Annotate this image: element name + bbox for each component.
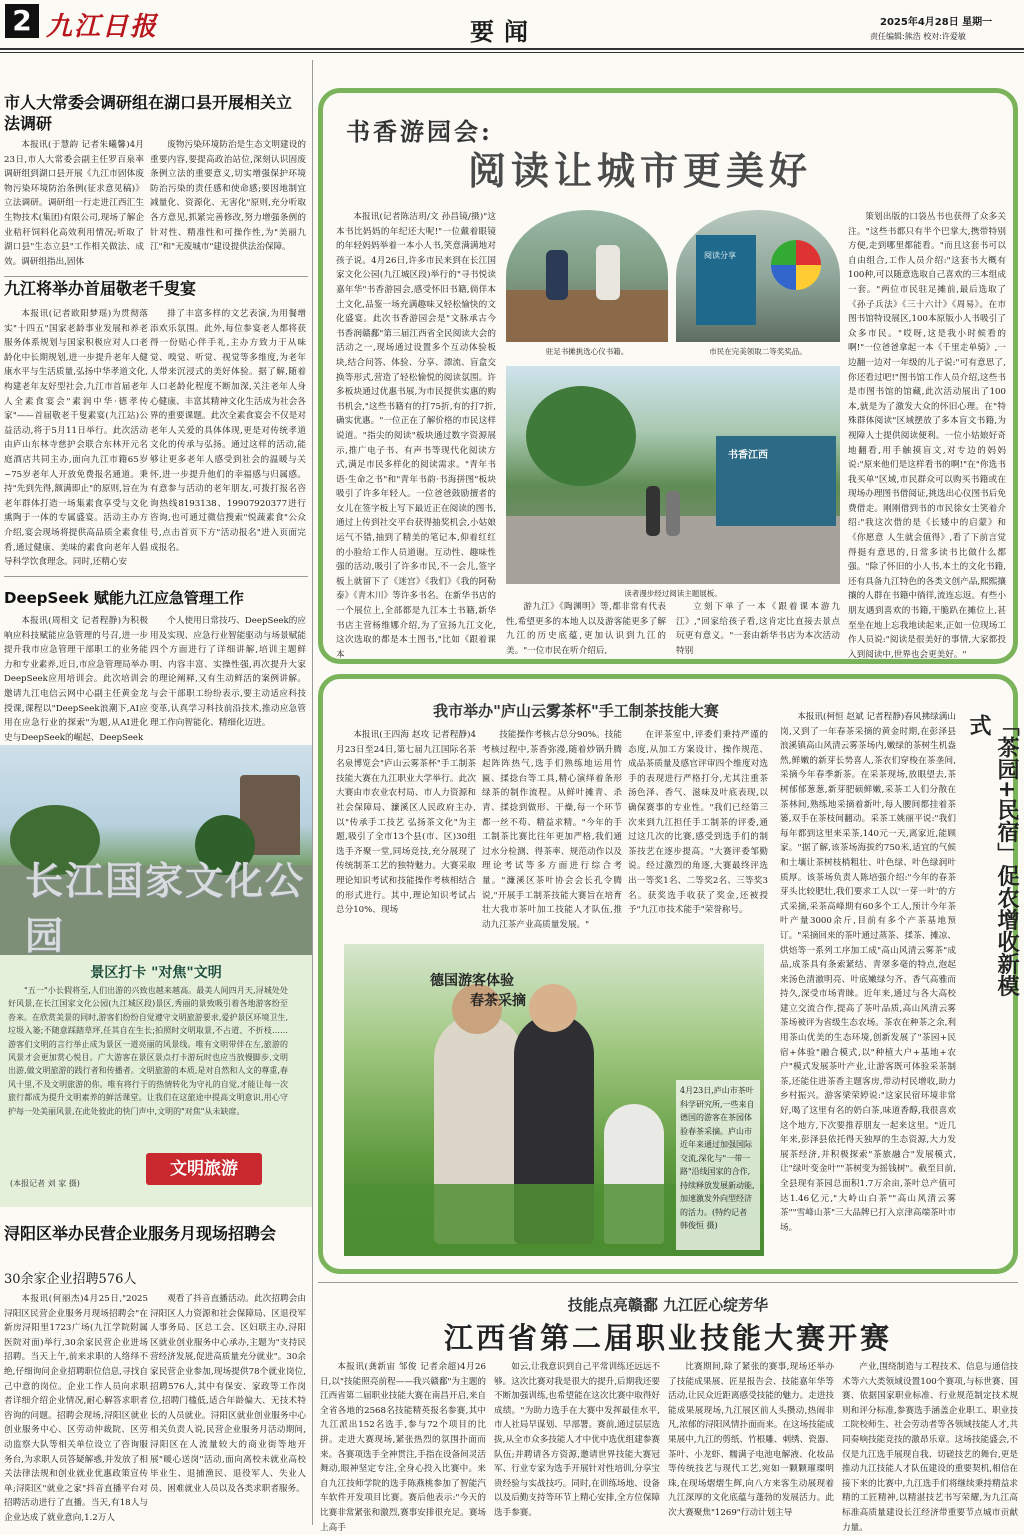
divider xyxy=(4,576,308,577)
tea-article-col1: 本报讯(王四海 赵攻 记者程静)4月23日至24日,第七届九江国际名茶名泉博览会"庐山云雾茶杯"手工制茶技能大赛在九江职业大学举行。此次大赛由市农业农村局、市人力资源和社会保障局、濂溪区人民政府主办,以"传承手工技艺 弘扬茶文化"为主题,吸引了全市13个县(市、区)30组选手齐聚一堂,同场竞技,充分展现了传统制茶工艺的独特魅力。大赛采取理论知识考试和技能操作考核相结合的形式进行。其中,理论知识考试占总分10%、现场 xyxy=(336,730,476,916)
prize-wheel xyxy=(771,240,821,290)
headline-tea-homestay: 「茶园+民宿」促农增收新模式 xyxy=(966,714,1019,997)
tea-photo-caption: 4月23日,庐山市茶叶科学研究所,一些来自德国的游客在茶园体验春茶采摘。庐山市近年来通过加强国际交流,深化与"一带一路"沿线国家的合作,持续释放发展新动能,加速激发外向型经济的活力。(特约记者 韩俊恒 摄) xyxy=(676,1080,760,1250)
article-scenic-spot: "五一"小长假将至,人们出游的兴致也越来越高。最美人间四月天,浔城处处好风景,在长江国家文化公园(九江城区段)景区,秀丽的景致吸引着各地游客纷至沓来。在欣赏美景的同时,游客们纷纷自觉遵守文明旅游要求,爱护景区环境卫生,垃圾入篓;不随意踩踏草坪,任其自在生长;拍照时文明取景,不占道、不折枝……游客们文明的言行举止成为景区一道亮丽的风景线。唯有文明带伴在左,旅游的风景才会更加赏心悦目。广大游客在景区景点打卡游玩时也应当放慢脚步,文明出游,做文明旅游的践行者和传播者。文明旅游的本质,是对自然和人文的尊重,春风十里,不及文明旅游的你。唯有将行于的热情转化为守礼的自觉,才能让每一次旅行都成为提升文明素养的鲜活课堂。让我们在这旅途中提高文明意识,用心守护每一处美丽风景,在此处彼此的快门声中,文明的"对焦"从未缺席。 xyxy=(8,986,288,1116)
divider xyxy=(4,276,308,277)
photo-byline: (本报记者 刘 家 摄) xyxy=(10,1179,80,1188)
article-legislation-col1: 本报讯(于慧韵 记者朱曦馨)4月23日,市人大常委会副主任罗百泉率调研组到湖口县开展《九江市固体废物污染环境防治条例(征求意见稿)》立法调研。调研组一行走进江西汇生生物技术(集团)有限公司,现场了解企业秸秆饲料化高效利用情况;听取了湖口县"生态立县"工作相关做法、成效。调研组指出,固体 xyxy=(4,140,144,267)
article-job-fair-col2: 观看了抖音直播活动。此次招聘会由浔阳区人力资源和社会保障局、区退役军人事务局、区总工会、区妇联主办,浔阳区就业创业服务中心承办,主题为"支持民营经济发展,促进高质量充分就业"。30余家民营企业参加,现场提供78个就业岗位,招聘576人,其中有保安、家政等工作岗位,招聘门槛低,适合年龄偏大、无技术特长的人员就业。浔阳区就业创业服务中心相关负责人说,民营企业服务月活动期间,浔阳区在人流量较大的商业街等地开展"暖心送岗"活动,面向离校未就业高校毕业生、退捕渔民、退役军人、失业人员、困难就业人员以及各类求职者服务。 xyxy=(150,1294,306,1494)
photo-caption-1: 驻足书摊挑选心仪书籍。 xyxy=(545,347,629,356)
article-senior-banquet-col1: 本报讯(记者欧阳梦瑶)为贯彻落实"十四五"国家老龄事业发展和养老服务体系规划与国家积极应对人口老龄化中长期规划,进一步提升老年人健康水平与生活质量,弘扬中华孝道文化,构建老年友好型社会,九江市首届老年人全素食宴会"素润中华·德孝传家"——首届敬老千叟素宴(九江站)公益活动,将于5月11日举行。此次活动由庐山东林寺慈护会联合东林开元名庭酒店共同主办,面向九江市籍65岁~75岁老年人开放免费报名通道。秉持"先到先得,额满即止"的原则,旨在为老年群体打造一场集素食享受与文化熏陶于一体的专属盛宴。活动主办方介绍,宴会现场将提供高品质全素食佳肴,通过健康、美味的素食向老年人倡导科学饮食理念。同时,还精心安 xyxy=(4,309,148,568)
headline-deepseek: DeepSeek 赋能九江应急管理工作 xyxy=(4,589,244,607)
photo-caption-3: 读者漫步经过阅读主题展板。 xyxy=(624,589,722,598)
column-divider xyxy=(312,60,313,1525)
masthead-logo: 九江日报 xyxy=(46,12,159,42)
editor-credits: 责任编辑:熊浩 校对:许爱敏 xyxy=(870,32,966,41)
skills-contest-col2: 如云,让我意识到自己平常训练还远远不够。这次比赛对我是很大的提升,后期我还要不断加强训练,也希望能在这次比赛中取得好成绩。"为助力选手在大赛中发挥最佳水平,市人社局早谋划、早部署。赛前,通过层层选拔,从全市众多技能人才中优中选优组建参赛队伍;并聘请各方资源,邀请世界技能大赛冠军、行业专家为选手开展针对性培训,分享宝贵经验与实战技巧。同时,在训练场地、设备以及后勤支持等环节上精心安排,全方位保障选手参赛。 xyxy=(494,1362,661,1518)
booth-sign: 阅读分享 xyxy=(704,251,736,260)
skills-contest-col3: 比赛期间,除了紧张的赛事,现场还举办了技能成果展、匠星报告会、技能嘉年华等活动,让民众近距离感受技能的魅力。走进技能成果展现场,九江展区前人头攒动,热闹非凡,浓郁的浔阳风情扑面而来。在这场技能成果展中,九江的剪纸、竹根雕、刺绣、瓷器、茶叶、小龙虾、糯满子电池电解液、化妆品等传统技艺与现代工艺,宛如一颗颗璀璨明珠,在现场熠熠生辉,向八方来客生动展现着九江深厚的文化底蕴与蓬勃的发展活力。此次大赛聚焦"1269"行动计划主导 xyxy=(668,1362,835,1518)
page-number: 2 xyxy=(5,4,39,38)
tea-homestay-article: 本报讯(柯恒 赵斌 记者程静)春风拂绿满山岗,又到了一年春茶采摘的黄金时期,在彭泽县浪溪镇高山风清云雾茶场内,嫩绿的茶树生机盎然,鲜嫩的新芽长势喜人,茶农们穿梭在茶垄间,采摘今年春季新茶。在采茶现场,放眼望去,茶树郁郁葱葱,新芽肥硕鲜嫩,采茶工人们分散在茶林间,熟练地采摘着新叶,每人腰间都挂着茶篓,双手在茶枝间翻动。采茶工姚丽平说:"我们每年都到这里来采茶,140元一天,离家近,能顾家。"据了解,该茶场海拔约750米,适宜的气候和土壤让茶树枝梢粗壮、叶色绿、叶色绿润叶质厚。该茶场负责人陈培强介绍:"今年的春茶芽头比较肥壮,我们要求工人以'一芽一叶'的方式采摘,采茶高峰期有60多个工人,预计今年茶叶产量3000余斤,目前有多个产茶基地预订。"采摘回来的茶叶通过蒸茶、揉茶、摊凉、烘焙等一系列工序加工成"高山风清云雾茶"成品,成茶具有条索紧结、青翠多毫的特点,泡起来汤色清澈明亮、叶底嫩绿匀齐、香气高雅而持久,深受市场青睐。近年来,通过与各大高校建立交流合作,提高了茶叶品质,高山风清云雾茶场被评为省级生态农场。茶农在种茶之余,利用茶山优美的生态环境,创新发展了"茶园+民宿+体验"融合模式,以"种植大户+基地+农户"模式发展茶叶产业,让游客既可体验采茶制茶,还能住进茶香主题客房,带动村民增收,助力乡村振兴。游客梁荣婷说:"这家民宿环境非常好,喝了这里有名的奶白茶,味道香醇,我很喜欢这个地方,下次要推荐朋友一起来这里。"近几年来,彭泽县依托得天独厚的生态资源,大力发展茶经济,并积极探索"茶旅融合"发展模式,让"绿叶变金叶""茶树变为摇钱树"。截至目前,全县现有茶园总面积1.7万余亩,茶叶总产值可达1.46亿元,"大岭山白茶""高山风清云雾茶""雪峰山茶"三大品牌已打入京津高端茶叶市场。 xyxy=(780,712,956,1233)
headline-scenic-spot: 景区打卡 "对焦"文明 xyxy=(90,965,222,981)
article-legislation-col2: 废物污染环境防治是生态文明建设的重要内容,要提高政治站位,深刻认识固废条例立法的重要意义,切实增强保护环境防治污染的责任感和使命感;要因地制宜减量化、资源化、无害化"原则,充分听取各方意见,抓紧完善修改,努力增强条例的针对性、精准性和可操作性,为"美丽九江"和"无废城市"建设提供法治保障。 xyxy=(150,140,306,253)
tea-article-col3: 在评茶室中,评委们秉持严谨的态度,从加工方案设计、操作规范、成品茶质量及感官评审四个维度对选手的表现进行严格打分,尤其注重茶汤色泽、香气、滋味及叶底表现,以确保赛事的专业性。"我们已经第三次来到九江担任手工制茶的评委,通过这几次的比赛,感受到选手们的制茶技艺在逐步提高。"大赛评委邹勤说。经过激烈的角逐,大赛最终评选出一等奖1名、二等奖2名、三等奖3名。获奖选手收获了奖金,还被授予"九江市技术能手"荣誉称号。 xyxy=(628,730,768,916)
feature-kicker: 书香游园会: xyxy=(346,117,493,146)
feature-article-col1: 本报讯(记者陈洁玥/文 孙昌镜/摄)"这本书比妈妈的年纪还大呢!"一位戴着眼镜的年轻妈妈举着一本小人书,笑意满满地对孩子说。4月26日,许多市民来到在长江国家文化公园(九江城区段)举行的"寻书悦读嘉年华"书香游园会,感受怀旧书籍,倘佯本土文化,品鉴一场充满趣味又轻松愉快的文化盛宴。此次书香游园会是"文脉承古今 书香润赣鄱"第三届江西省全民阅读大会的活动之一,现场通过设置多个互动体验板块,结合问答、体验、分享、漂流、盲盒交换等形式,营造了轻松愉悦的阅读氛围。许多板块通过优惠书展,为市民提供实惠的购书机会,"这些书籍有的打75折,有的打7折,确实优惠。"一位正在了解价格的市民这样说道。"指尖的阅读"板块通过数字资源展示,推广电子书、有声书等现代化阅读方式,满足市民多样化的阅读需求。"青年书语·生命之书"和"青年书韵·书海拼图"板块吸引了许多年轻人。一位爸爸鼓励擅者的女儿在签字板上写下最近正在阅读的图书,通过上传到社交平台获得抽奖机会,小姑娘运气不错,抽到了精美的笔记本,仰着红红的小脸给工作人员道谢。互动性、趣味性强的活动,吸引了许多市民,不一会儿,签字板上就留下了《迷宫》《我们》《我的阿勒泰》《青木川》等许多书名。在新华书店的一个展位上,全部都是九江本土书籍,新华书店主营杨维娜介绍,为了宣扬九江文化,这次选取的都是本土图书,"比如《跟着课本 xyxy=(336,212,496,660)
prize-booth-photo xyxy=(676,210,840,342)
feature-article-col2: 游九江》《陶渊明》等,都非常有代表性,希望更多的本地人以及游客能更多了解九江的历史底蕴,更加认识到九江的美。"一位市民在听介绍后, xyxy=(506,602,666,656)
exhibit-banner: 书香江西 xyxy=(728,450,768,461)
book-stall-photo xyxy=(506,210,668,342)
bottom-headline: 江西省第二届职业技能大赛开赛 xyxy=(443,1321,892,1355)
headline-job-fair: 浔阳区举办民营企业服务月现场招聘会 xyxy=(4,1224,277,1243)
civilized-tourism-badge: 文明旅游 xyxy=(146,1153,262,1185)
section-title: 要闻 xyxy=(470,17,538,46)
tea-article-col2: 技能操作考核占总分90%。技能考核过程中,茶香弥漫,随着炒锅升腾起阵阵热气,选手们熟练地运用竹匾、揉捻台等工具,精心演绎着条形绿茶的制作流程。从鲜叶摊青、杀青、揉捻到做形、干燥,每一个环节都一丝不苟、精益求精。"今年的手工制茶比赛比往年更加严格,我们通过水分检测、得茶率、规范动作以及理论考试等多方面进行综合考量。"濂溪区茶叶协会会长孔令腾说,"开展手工制茶技能大赛旨在培育壮大我市茶叶加工技能人才队伍,推动九江茶产业高质量发展。" xyxy=(482,730,622,930)
photo-title-line2: 春茶采摘 xyxy=(470,993,526,1009)
article-job-fair-col1: 本报讯(何丽杰)4月25日,"2025浔阳区民营企业服务月现场招聘会"在新房浔阳里1723广场(九江学院附属医院对面)举行,30余家民营企业进场招聘。当天上午,前来求职的人络绎不绝,仔细询问企业招聘职位信息,寻找自己中意的岗位。企业工作人员向求职者详细介绍企业情况,耐心解答求职者咨询的问题。招聘会现场,浔阳区就业创业服务中心、区劳动仲裁院、区劳动监察大队等相关单位设立了咨询服务台,为求职人员答疑解惑,并发放了相关法律法规和创业就业优惠政策宣传单;浔阳区"就业之家"抖音直播平台对招聘活动进行了直播。当天,有18人与企业达成了就业意向,1.2万人 xyxy=(4,1294,148,1523)
feature-article-col3: 立刻下单了一本《跟着课本游九江》,"回家给孩子看,这肯定比直接去景点玩更有意义。"一套由新华书店为本次活动特别 xyxy=(676,602,840,656)
feature-article-col4: 策划出版的口袋丛书也获得了众多关注。"这些书都只有半个巴掌大,携带特别方便,走到哪里都能看。"而且这套书可以自由组合,工作人员介绍:"这套书大概有100种,可以随意选取自己喜欢的三本组成一套。"两位市民驻足摊前,最后选取了《孙子兵法》《三十六计》《周易》。在市图书馆特设展区,100本原版小人书吸引了众多市民。"哎呀,这是我小时候看的啊!"一位爸爸拿起一本《千里走单骑》,一边翻一边对一年级的儿子说:"可有意思了,你还看过吧!"图书馆工作人员介绍,这些书是市图书馆的馆藏,此次活动展出了100本,就是为了激发大众的怀旧心理。在"特殊群体阅读"区域摆放了多本盲文书籍,为视障人士提供阅读便利。一位小姑娘好奇地翻看,用手触摸盲文,对专边的妈妈说:"原来他们是这样看书的啊!"在"你选书 我买单"区域,市民群众可以购买书籍或在现场办理图书借阅证,挑选出心仪图书后免费借走。刚刚借到书的市民徐女士笑着介绍:"我这次借的是《长矮中的启蒙》和《你愿意 人生就会值得》,看了下前言觉得挺有意思的,日常多读书比做什么都强。"除了怀旧的小人书,本土的文化书籍,还有具备九江特色的各类文创产品,熙熙攘攘的人群在书籍中徜徉,流连忘返。有些小朋友遇到喜欢的书籍,干脆趴在摊位上,甚至坐在地上忘我地读起来,正如一位现场工作人员说:"阅读是很美好的事情,大家都投入到阅读中,世界也会更美好。" xyxy=(848,212,1006,660)
skills-contest-col1: 本报讯(龚新宙 邹俊 记者余超)4月26日,以"技能照亮前程——我兴赣鄱"为主题的江西省第二届职业技能大赛在南昌开启,来自全省各地的2568名技能精英报名参赛,其中九江派出152名选手,参与72个项目的比拼。走进大赛现场,紧张热烈的氛围扑面而来。各赛项选手全神贯注,手指在设备间灵活舞动,眼神坚定专注,全身心投入比赛中。来自九江技师学院的选手陈燕桃参加了智能汽车软件开发项目比赛。赛后他表示:"今天的比赛非常紧张和激烈,赛事安排很充足。赛场上高手 xyxy=(320,1362,487,1533)
photo-title-line1: 德国游客体验 xyxy=(430,973,514,989)
header-divider-thin xyxy=(0,52,1024,53)
park-sign-lettering: 长江国家文化公园 xyxy=(25,859,306,958)
bottom-kicker: 技能点亮赣鄱 九江匠心绽芳华 xyxy=(567,1296,769,1314)
skills-contest-col4: 产业,围绕制造与工程技术、信息与通信技术等六大类领域设置100个赛项,与标世赛、国赛、依据国家职业标准、行业规范制定技术规则和评分标准,参赛选手涵盖企业职工、职业技工院校师生、社会劳动者等各领域技能人才,共同奏响技能竞技的激昂乐章。这场技能盛会,不仅是九江选手展现自我、切磋技艺的舞台,更是推动九江技能人才队伍建设的重要契机,相信在接下来的比赛中,九江选手们将继续秉持精益求精的工匠精神,以精湛技艺书写荣耀,为九江高标准高质量建设长江经济带重要节点城市贡献力量。 xyxy=(842,1362,1018,1533)
photo-caption-2: 市民在完美领取二等奖奖品。 xyxy=(709,347,807,356)
issue-date: 2025年4月28日 星期一 xyxy=(880,17,993,28)
header-divider xyxy=(0,48,1024,50)
divider xyxy=(318,1282,1018,1283)
subheadline-job-fair: 30余家企业招聘576人 xyxy=(4,1272,137,1287)
headline-senior-banquet: 九江将举办首届敬老千叟宴 xyxy=(4,279,197,298)
article-deepseek-col1: 本报讯(周相文 记者程静)为积极响应科技赋能应急管理的号召,进一步提升我市应急管理干部职工的业务能力和专业素养,近日,市应急管理局举办DeepSeek应用培训会。此次培训会邀请九江电信云网中心副主任黄金龙授课,课程以"DeepSeek浪潮下,AI应用在应急行业的探索"为题,从AI进化史与DeepSeek的崛起、DeepSeek xyxy=(4,616,148,743)
article-deepseek-col2: 个人使用日常技巧、DeepSeek的应用及实现、应急行业智能驱动与场景赋能四个方面进行了详细讲解,培训主题鲜明、内容丰富、实操性强,再次提升大家的理论阐释,又有生动鲜活的案例讲解。与会干部职工纷纷表示,要主动适应科技变革,认真学习科技前沿技术,推动应急管理工作向智能化、精细化迈进。 xyxy=(150,616,306,729)
reading-exhibit-walk-photo xyxy=(506,366,840,584)
riverside-park-photo xyxy=(0,745,312,958)
article-senior-banquet-col2: 排了丰富多样的文艺表演,为用餐增添欢乐氛围。此外,每位参宴老人都将获得一份贴心伴手礼,主办方致力于从味觉、嗅觉、听觉、视觉等多维度,为老年人带来沉浸式的美好体验。据了解,随着人口老龄化程度不断加深,关注老年人身心健康、丰富其精神文化生活成为社会各界的重要课题。此次全素食宴会不仅是对老年人关爱的具体体现,更是对传统孝道文化的传承与弘扬。通过这样的活动,能够让更多老年人感受到社会的温暖与关怀,进一步提升他们的幸福感与归属感。有意参与活动的老年朋友,可拨打报名咨询热线8193138、19907920377进行咨询,也可通过微信搜索"悦蔬素食"公众号,点击首页下方"活动报名"进入页面完成报名。 xyxy=(150,309,306,553)
feature-headline: 阅读让城市更美好 xyxy=(468,149,813,193)
headline-tea-contest: 我市举办"庐山云雾茶杯"手工制茶技能大赛 xyxy=(433,702,719,720)
headline-legislation: 市人大常委会调研组在湖口县开展相关立法调研 xyxy=(4,93,293,133)
